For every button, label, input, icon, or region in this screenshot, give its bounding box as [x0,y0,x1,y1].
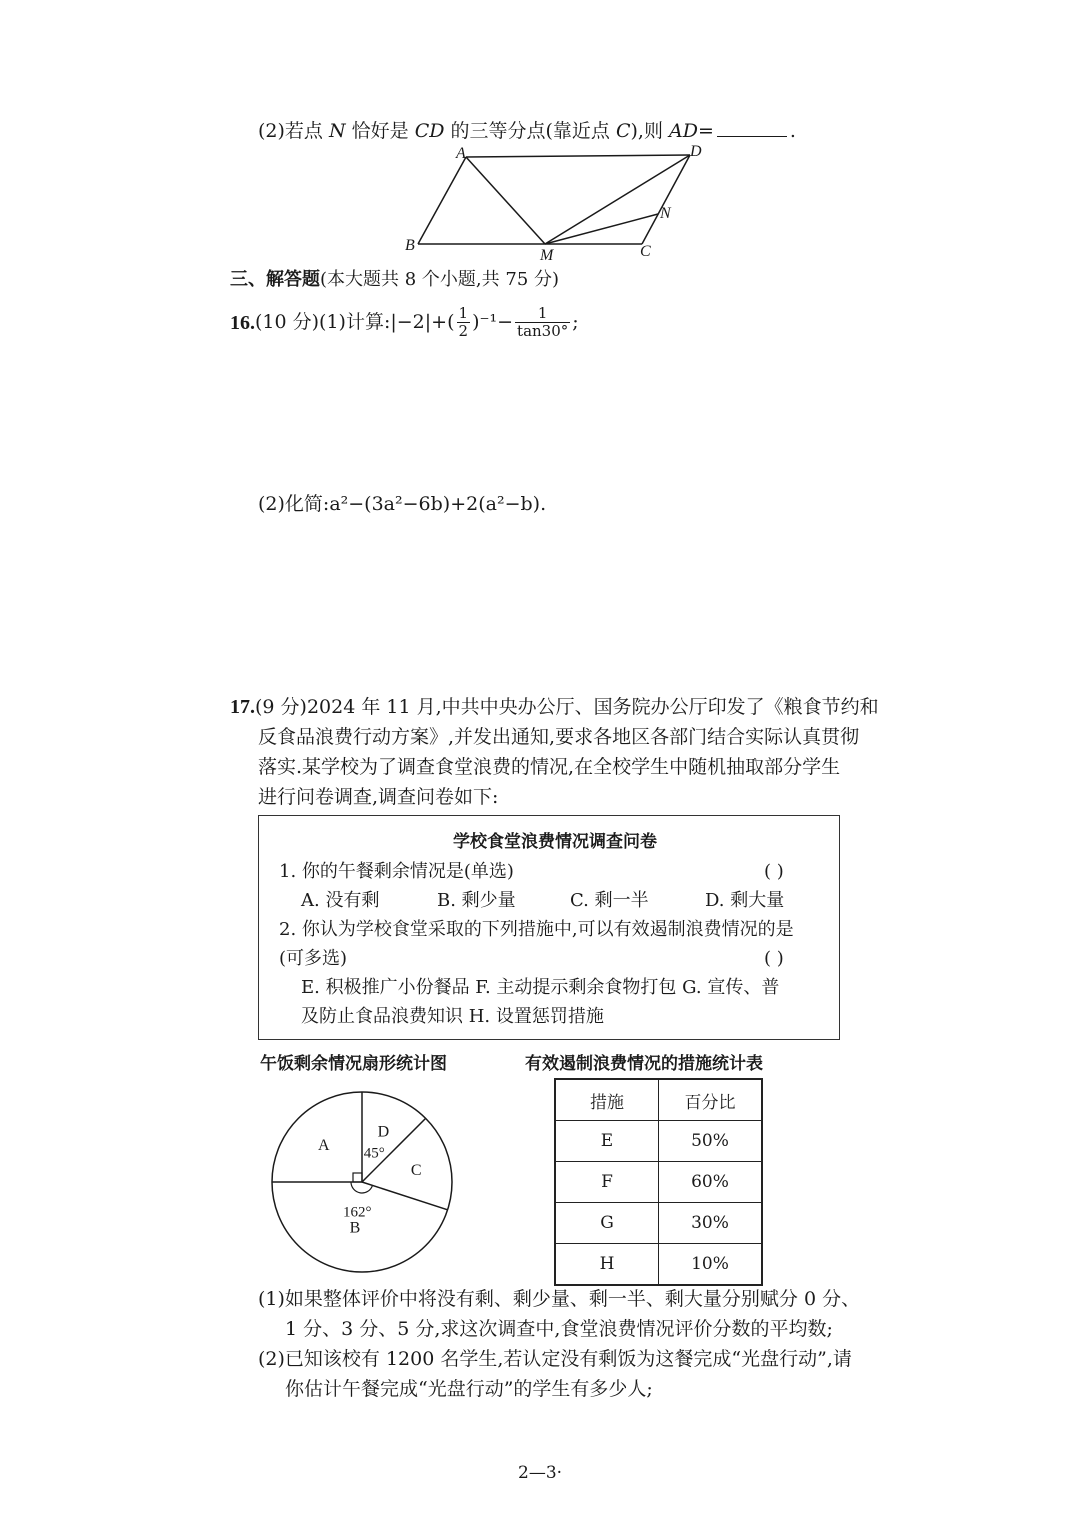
table-row [555,1244,762,1286]
table-row [555,1203,762,1244]
survey-q1-paren: ( ) [764,861,784,882]
edge-dc [642,155,690,244]
survey-q2-paren: ( ) [764,948,784,969]
table-row [555,1162,762,1203]
survey-q2-options-line1: E. 积极推广小份餐品 F. 主动提示剩余食物打包 G. 宣传、普 [301,977,780,998]
pie-chart-title: 午饭剩余情况扇形统计图 [260,1054,447,1074]
q17-sub2-line1: (2)已知该校有 1200 名学生,若认定没有剩饭为这餐完成“光盘行动”,请 [258,1348,852,1370]
pie-slice-label-d: D [377,1123,390,1141]
table-header-cell: 措施 [555,1079,659,1121]
fraction-one-over-tan30: $\frac{1}{\tan 30^\circ}$ [517,304,569,340]
table-title: 有效遏制浪费情况的措施统计表 [525,1054,763,1074]
fraction-one-half: $\frac{1}{2}$ [458,304,469,340]
q17-line-2: 反食品浪费行动方案》,并发出通知,要求各地区各部门结合实际认真贯彻 [258,726,860,748]
label-c: C [640,243,651,260]
survey-q2-options-line2: 及防止食品浪费知识 H. 设置惩罚措施 [301,1006,604,1027]
right-angle-marker [353,1173,362,1182]
edge-ad [466,155,690,157]
option-a: A. 没有剩 [301,890,380,911]
survey-title: 学校食堂浪费情况调查问卷 [453,832,657,852]
table-cell: 10% [659,1244,763,1286]
q17-line-1: 17.(9 分)2024 年 11 月,中共中央办公厅、国务院办公厅印发了《粮食节约和 [230,696,879,718]
angle-label-45: 45° [363,1145,385,1162]
option-d: D. 剩大量 [705,890,785,911]
table-cell: H [555,1244,659,1286]
segment-mn [545,214,658,244]
segment-md [545,155,690,244]
survey-box [258,815,840,1040]
table-header-cell: 百分比 [659,1079,763,1121]
measures-table [554,1078,763,1286]
option-b: B. 剩少量 [437,890,516,911]
table-header-row [555,1079,762,1121]
table-cell: 30% [659,1203,763,1244]
pie-slice-label-c: C [410,1161,422,1179]
q17-line-4: 进行问卷调查,调查问卷如下: [258,786,499,808]
q17-line-3: 落实.某学校为了调查食堂浪费的情况,在全校学生中随机抽取部分学生 [258,756,841,778]
survey-q1: 1. 你的午餐剩余情况是(单选) [279,861,514,882]
label-a: A [456,145,466,162]
table-cell: 60% [659,1162,763,1203]
parallelogram-figure [400,140,720,265]
answer-blank[interactable] [717,120,787,137]
label-n: N [660,205,671,222]
pie-slice-boundary-b [362,1182,448,1210]
section3-heading: 三、解答题(本大题共 8 个小题,共 75 分) [230,269,560,290]
segment-am [466,157,545,244]
table-cell: 50% [659,1121,763,1162]
edge-ba [418,157,466,244]
pie-slice-label-a: A [318,1136,330,1154]
q17-sub1-line1: (1)如果整体评价中将没有剩、剩少量、剩一半、剩大量分别赋分 0 分、 [258,1288,861,1310]
label-b: B [405,237,415,254]
q15-part2-text: (2)若点 N 恰好是 CD 的三等分点(靠近点 C),则 AD= . [258,120,796,142]
q17-sub2-line2: 你估计午餐完成“光盘行动”的学生有多少人; [285,1378,653,1400]
angle-label-162: 162° [343,1204,372,1221]
table-cell: E [555,1121,659,1162]
pie-slice-label-b: B [349,1219,361,1237]
survey-q2: 2. 你认为学校食堂采取的下列措施中,可以有效遏制浪费情况的是 [279,919,794,940]
page-number: 2—3· [518,1463,563,1483]
option-c: C. 剩一半 [570,890,649,911]
table-row [555,1121,762,1162]
table-cell: G [555,1203,659,1244]
pie-chart [262,1082,462,1282]
q17-sub1-line2: 1 分、3 分、5 分,求这次调查中,食堂浪费情况评价分数的平均数; [285,1318,833,1340]
q16-part1: 16. (10 分)(1)计算:|−2|+( $\frac{1}{2}$ )⁻¹− $\frac{1}{\tan 30^\circ}$ ; [230,304,579,340]
table-cell: F [555,1162,659,1203]
label-d: D [690,143,702,160]
label-m: M [540,247,554,264]
survey-q2-note: (可多选) [279,948,348,969]
q16-part2: (2)化简:a²−(3a²−6b)+2(a²−b). [258,493,547,515]
